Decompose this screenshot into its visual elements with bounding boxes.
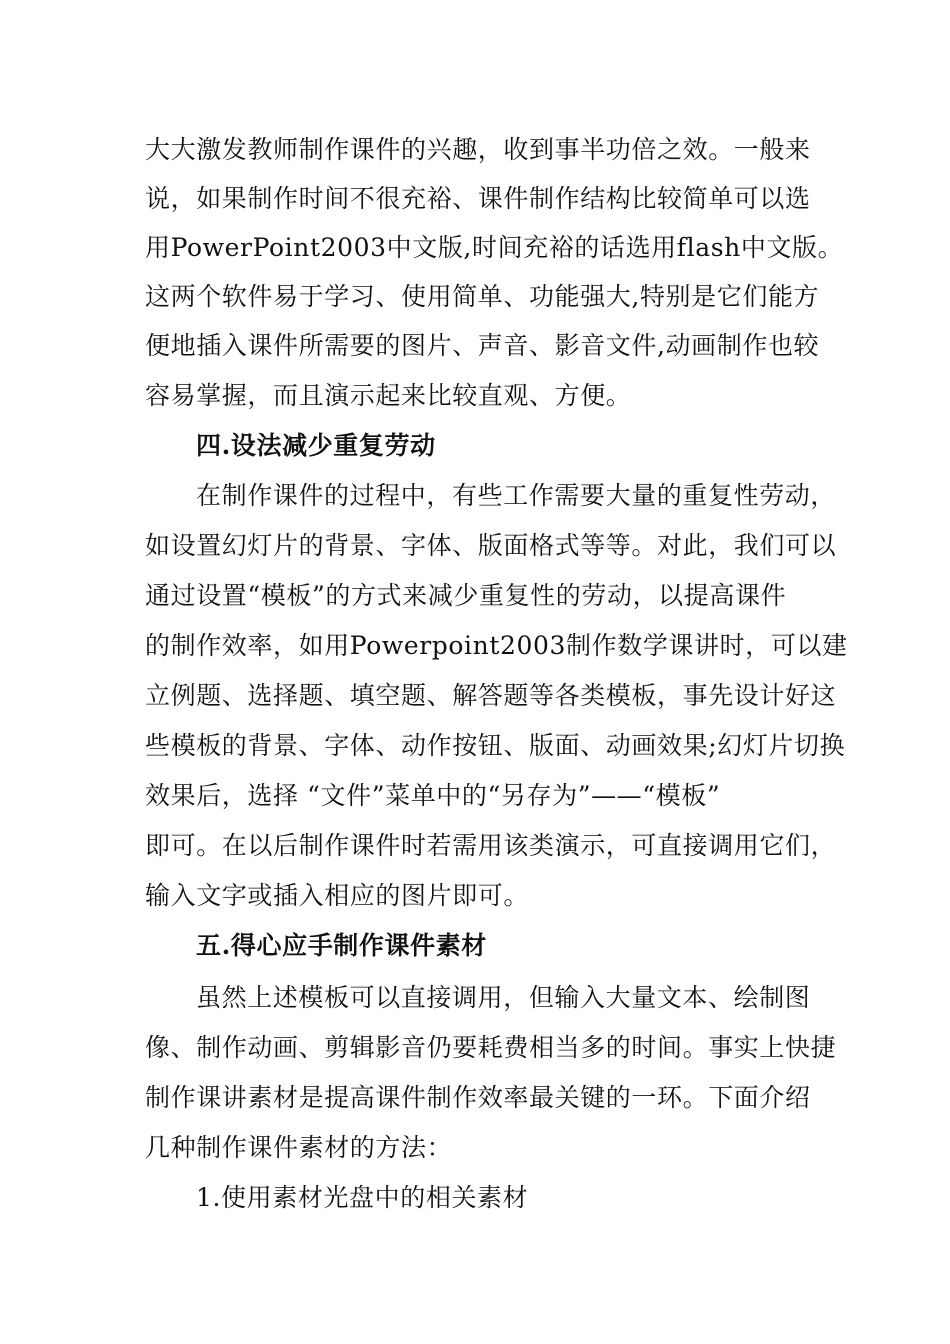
paragraph-2-line-8: 即可。在以后制作课件时若需用该类演示，可直接调用它们， [145,831,837,860]
paragraph-3-line-2: 像、制作动画、剪辑影音仍要耗费相当多的时间。事实上快捷 [145,1033,837,1062]
paragraph-1-line-1: 大大激发教师制作课件的兴趣，收到事半功倍之效。一般来 [145,135,811,164]
paragraph-1-line-4: 这两个软件易于学习、使用简单、功能强大,特别是它们能方 [145,282,820,311]
section-heading-4: 四.设法减少重复劳动 [196,431,436,460]
paragraph-2-line-3: 通过设置“模板”的方式来减少重复性的劳动，以提高课件 [145,581,787,610]
paragraph-1-line-2: 说，如果制作时间不很充裕、课件制作结构比较简单可以选 [145,184,811,213]
paragraph-1-line-6: 容易掌握，而且演示起来比较直观、方便。 [145,381,632,410]
paragraph-2-line-9: 输入文字或插入相应的图片即可。 [145,881,530,910]
paragraph-2-line-1: 在制作课件的过程中，有些工作需要大量的重复性劳动， [196,481,837,510]
paragraph-3-line-1: 虽然上述模板可以直接调用，但输入大量文本、绘制图 [196,983,811,1012]
paragraph-2-line-5: 立例题、选择题、填空题、解答题等各类模板，事先设计好这 [145,681,837,710]
paragraph-2-line-6: 些模板的背景、字体、动作按钮、版面、动画效果;幻灯片切换 [145,731,846,760]
paragraph-2-line-2: 如设置幻灯片的背景、字体、版面格式等等。对此，我们可以 [145,531,837,560]
paragraph-3-line-3: 制作课讲素材是提高课件制作效率最关键的一环。下面介绍 [145,1083,811,1112]
paragraph-3-line-4: 几种制作课件素材的方法： [145,1133,453,1162]
section-heading-5: 五.得心应手制作课件素材 [196,931,487,960]
paragraph-2-line-4: 的制作效率，如用Powerpoint2003制作数学课讲时，可以建 [145,631,848,660]
paragraph-1-line-5: 便地插入课件所需要的图片、声音、影音文件,动画制作也较 [145,331,820,360]
paragraph-1-line-3: 用PowerPoint2003中文版,时间充裕的话选用flash中文版。 [145,233,844,262]
list-item-1: 1.使用素材光盘中的相关素材 [196,1183,529,1212]
paragraph-2-line-7: 效果后，选择 “文件”菜单中的“另存为”——“模板” [145,781,721,810]
